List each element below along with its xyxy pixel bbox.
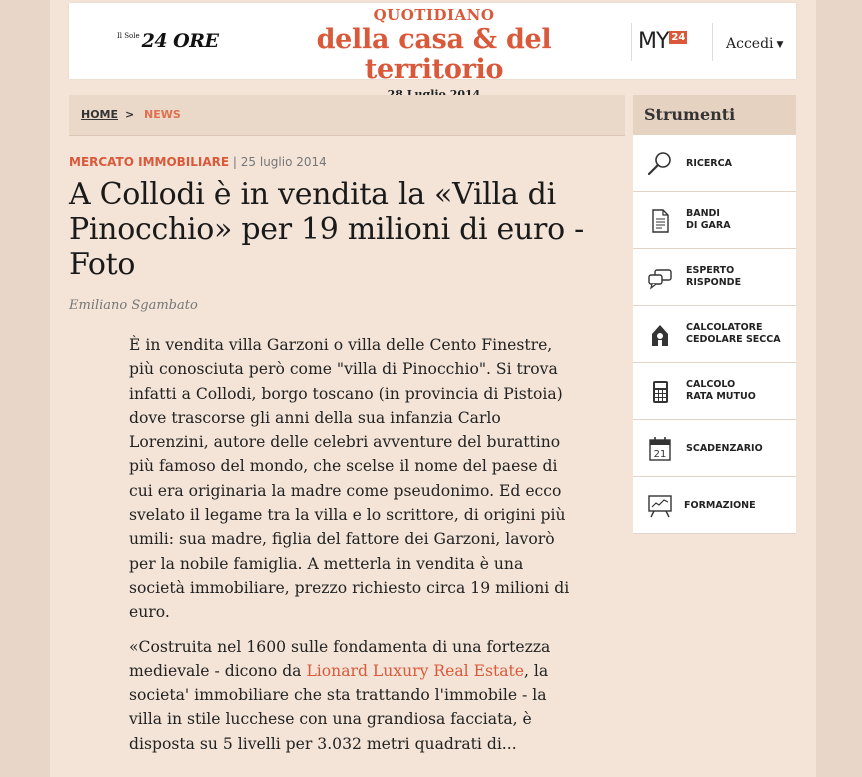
sidebar-item-label: BANDI DI GARA [686,208,731,231]
my24-link[interactable] [638,29,687,54]
sidebar-item-scadenzario[interactable] [633,420,796,477]
article-category[interactable]: MERCATO IMMOBILIARE [69,155,230,169]
login-label: Accedi [726,36,774,52]
sidebar-item-esperto[interactable] [633,249,796,306]
article-date: 25 luglio 2014 [240,155,327,169]
site-logo[interactable] [117,30,219,52]
sidebar-item-label: SCADENZARIO [686,443,763,454]
masthead-kicker: QUOTIDIANO [373,6,495,24]
header-divider [631,23,632,61]
site-header [69,3,796,85]
my24-badge: 24 [671,32,686,43]
sidebar-item-ricerca[interactable] [633,135,796,192]
calendar-icon [647,436,673,462]
sidebar-item-label: CALCOLO RATA MUTUO [686,379,756,402]
article-paragraph: È in vendita villa Garzoni o villa delle Cento Finestre, più conosciuta però come "villa di Pinocchio". Si trova infatti a Collodi, borgo toscano (in provincia di Pistoia) dove trascorse gli anni della sua infanzia Carlo Lorenzini, autore delle celebri avventure del burattino più famoso del mondo, che scelse il nome del paese di cui era originaria la madre come pseudonimo. Ed ecco svelato il legame tra la villa e lo scrittore, di origini più umili: sua madre, figlia del fattore dei Garzoni, lavorò per la nobile famiglia. A metterla in vendita è una società immobiliare, prezzo richiesto circa 19 milioni di euro. [129,336,570,622]
chat-icon [647,265,673,291]
article-author: Emiliano Sgambato [69,298,198,313]
sidebar-item-mutuo[interactable] [633,363,796,420]
sidebar-item-formazione[interactable] [633,477,796,534]
breadcrumb-separator: > [125,108,135,121]
article-paragraph [129,635,574,756]
my24-label: MY [638,29,669,54]
calculator-icon [647,379,673,405]
article-date-separator: | [229,155,241,169]
tools-sidebar [633,95,796,534]
sidebar-title: Strumenti [633,95,796,135]
sidebar-item-label: CALCOLATORE CEDOLARE SECCA [686,322,781,345]
chevron-down-icon: ▼ [776,40,784,50]
lionard-link[interactable]: Lionard Luxury Real Estate [306,661,525,680]
login-button[interactable] [726,36,783,52]
house-icon [647,322,673,348]
masthead-title: della casa & del territorio [316,24,552,85]
breadcrumb-news[interactable]: NEWS [144,108,181,121]
search-icon [647,151,673,177]
document-icon [647,208,673,234]
header-divider [712,23,713,61]
sidebar-item-label: RICERCA [686,158,732,169]
paragraph-text: , la societa' immobiliare che sta trattando l'immobile - la villa in stile lucchese con una grandiosa facciata, è disposta su 5 livelli per 3.032 metri quadrati di... [129,661,549,753]
breadcrumb [69,95,625,136]
masthead[interactable] [254,5,614,101]
sidebar-item-cedolare[interactable] [633,306,796,363]
paragraph-text: «Costruita nel 1600 sulle fondamenta di una fortezza medievale - dicono da [129,637,551,680]
logo-big-text: 24 ORE [141,30,219,52]
article-title: A Collodi è in vendita la «Villa di Pinocchio» per 19 milioni di euro - Foto [69,177,584,282]
breadcrumb-home[interactable]: HOME [81,108,119,121]
logo-small-text: Il Sole [117,32,140,40]
presentation-icon [647,493,673,519]
article-meta [69,155,327,169]
calendar-day-number: 21 [653,449,667,460]
sidebar-item-bandi[interactable] [633,192,796,249]
sidebar-item-label: ESPERTO RISPONDE [686,265,742,288]
article-body [129,333,574,766]
sidebar-item-label: FORMAZIONE [684,500,756,511]
